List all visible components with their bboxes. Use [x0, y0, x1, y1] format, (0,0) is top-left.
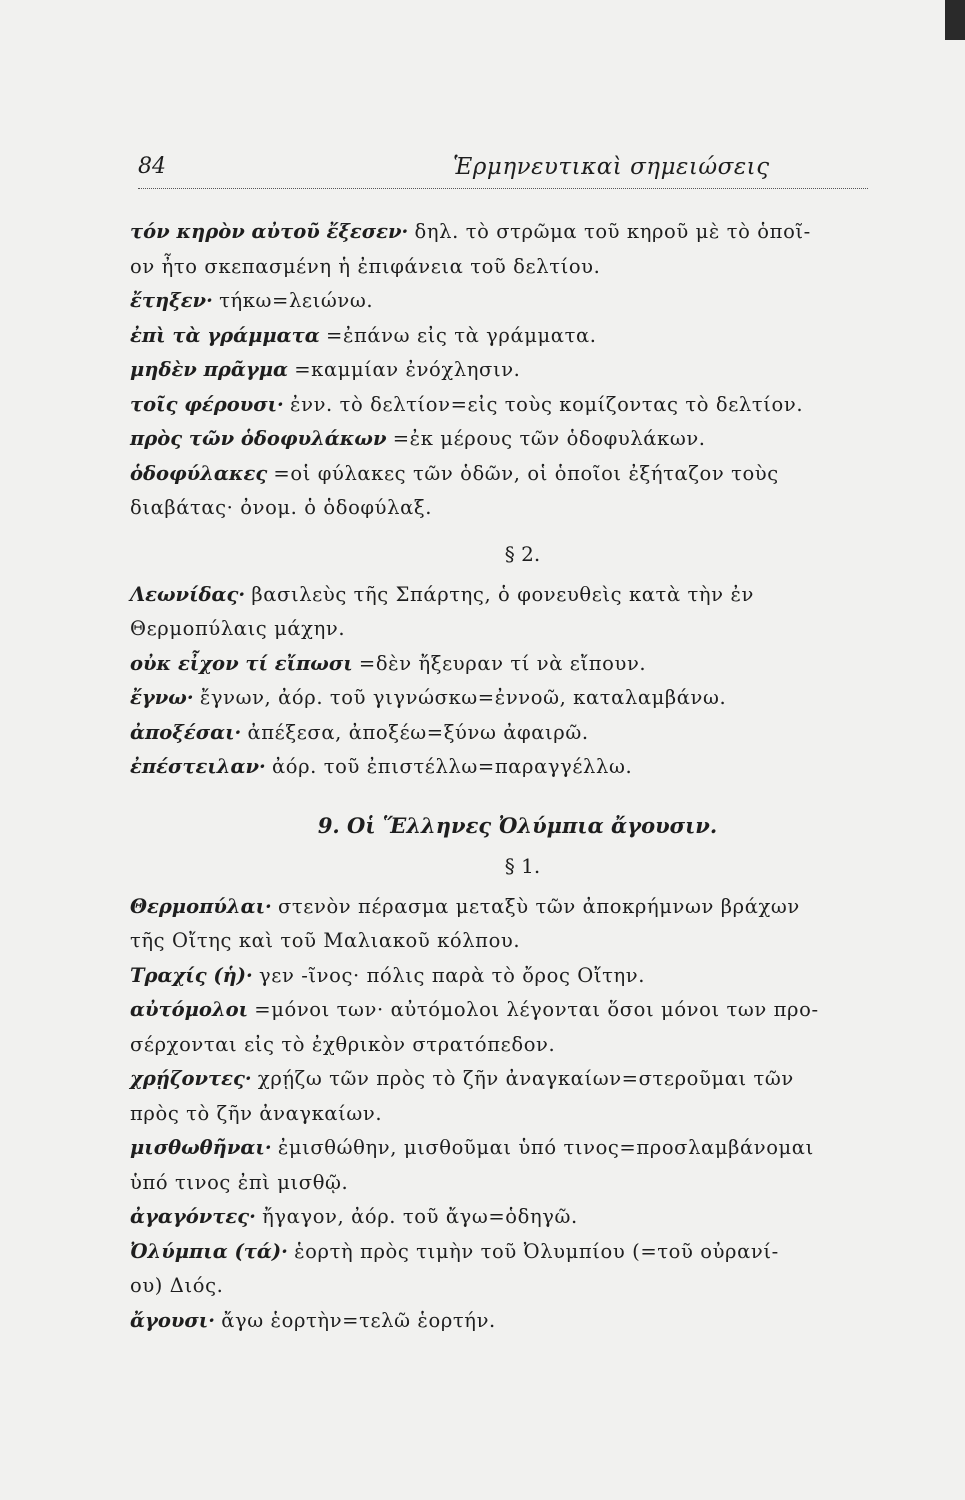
note-entry — [130, 215, 875, 284]
note-line — [130, 1269, 875, 1304]
notes-section-c — [130, 890, 875, 1339]
note-gloss: =ἐκ μέρους τῶν ὁδοφυλάκων. — [392, 427, 706, 450]
note-line — [130, 1304, 875, 1339]
section-2-mark: § 2. — [504, 541, 541, 566]
note-entry — [130, 319, 875, 354]
note-line — [130, 422, 875, 457]
note-line — [130, 750, 875, 785]
note-entry — [130, 890, 875, 959]
note-lemma: ἀποξέσαι· — [130, 720, 242, 744]
note-lemma: χρῄζοντες· — [130, 1067, 252, 1090]
note-gloss: ἀπέξεσα, ἀποξέω=ξύνω ἀφαιρῶ. — [247, 720, 589, 744]
section-1-mark: § 1. — [504, 853, 541, 878]
note-line — [130, 1097, 875, 1132]
note-gloss: πρὸς τὸ ζῆν ἀναγκαίων. — [130, 1101, 383, 1125]
note-lemma: ἀγαγόντες· — [130, 1205, 256, 1228]
note-gloss: χρῄζω τῶν πρὸς τὸ ζῆν ἀναγκαίων=στεροῦμαι τῶν — [257, 1067, 794, 1090]
note-gloss: ἄγω ἑορτὴν=τελῶ ἑορτήν. — [221, 1308, 496, 1332]
page-body — [130, 215, 875, 1338]
note-line — [130, 1166, 875, 1201]
note-line — [130, 924, 875, 959]
scan-edge-mark — [945, 0, 965, 40]
note-line — [130, 647, 875, 682]
note-line — [130, 319, 875, 354]
note-gloss: ου) Διός. — [130, 1274, 224, 1297]
note-line — [130, 215, 875, 250]
note-lemma: πρὸς τῶν ὁδοφυλάκων — [130, 427, 387, 450]
note-gloss: =οἱ φύλακες τῶν ὁδῶν, οἱ ὁποῖοι ἐξήταζον τοὺς — [273, 461, 779, 485]
note-entry — [130, 1304, 875, 1339]
note-gloss: τῆς Οἴτης καὶ τοῦ Μαλιακοῦ κόλπου. — [130, 929, 521, 952]
note-gloss: σέρχονται εἰς τὸ ἐχθρικὸν στρατόπεδον. — [130, 1032, 556, 1056]
note-entry — [130, 647, 875, 682]
note-line — [130, 1200, 875, 1235]
note-lemma: ἔγνω· — [130, 686, 194, 709]
page-number: 84 — [138, 154, 166, 179]
note-gloss: διαβάτας· ὀνομ. ὁ ὁδοφύλαξ. — [130, 496, 433, 519]
note-gloss: ὑπό τινος ἐπὶ μισθῷ. — [130, 1170, 349, 1194]
note-entry — [130, 388, 875, 423]
note-line — [130, 959, 875, 994]
note-lemma: ἐπὶ τὰ γράμματα — [130, 323, 320, 347]
note-lemma: Ὀλύμπια (τά)· — [130, 1239, 288, 1263]
note-lemma: οὐκ εἶχον τί εἴπωσι — [130, 651, 353, 675]
note-entry — [130, 1131, 875, 1200]
note-lemma: ἐπέστειλαν· — [130, 755, 266, 778]
note-line — [130, 612, 875, 647]
note-line — [130, 353, 875, 388]
note-lemma: Τραχίς (ἡ)· — [130, 963, 253, 987]
note-line — [130, 681, 875, 716]
note-line — [130, 1131, 875, 1166]
note-gloss: ἑορτὴ πρὸς τιμὴν τοῦ Ὀλυμπίου (=τοῦ οὐρανί- — [294, 1239, 779, 1263]
note-entry — [130, 750, 875, 785]
note-lemma: μηδὲν πρᾶγμα — [130, 358, 289, 381]
note-line — [130, 388, 875, 423]
note-entry — [130, 578, 875, 647]
page-header — [138, 148, 868, 189]
note-line — [130, 716, 875, 751]
note-lemma: ἔτηξεν· — [130, 289, 213, 312]
note-gloss: =δὲν ἤξευραν τί νὰ εἴπουν. — [358, 651, 647, 675]
note-line — [130, 993, 875, 1028]
note-gloss: βασιλεὺς τῆς Σπάρτης, ὁ φονευθεὶς κατὰ τὴν ἐν — [251, 582, 754, 606]
note-gloss: ἐμισθώθην, μισθοῦμαι ὑπό τινος=προσλαμβάνομαι — [277, 1136, 814, 1159]
note-gloss: Θερμοπύλαις μάχην. — [130, 617, 346, 640]
note-gloss: τήκω=λειώνω. — [219, 289, 374, 312]
note-entry — [130, 959, 875, 994]
running-title: Ἑρμηνευτικαὶ σημειώσεις — [453, 154, 770, 180]
note-gloss: στενὸν πέρασμα μεταξὺ τῶν ἀποκρήμνων βράχων — [278, 894, 800, 918]
note-lemma: τόν κηρὸν αὐτοῦ ἔξεσεν· — [130, 220, 409, 243]
note-entry — [130, 353, 875, 388]
note-entry — [130, 993, 875, 1062]
note-lemma: Θερμοπύλαι· — [130, 894, 272, 918]
note-line — [130, 284, 875, 319]
note-entry — [130, 716, 875, 751]
note-lemma: αὐτόμολοι — [130, 998, 249, 1021]
note-entry — [130, 457, 875, 526]
note-line — [130, 457, 875, 492]
note-entry — [130, 284, 875, 319]
note-gloss: γεν -ῖνος· πόλις παρὰ τὸ ὄρος Οἴτην. — [259, 963, 646, 987]
note-line — [130, 578, 875, 613]
notes-section-a — [130, 215, 875, 526]
chapter-title: 9. Οἱ Ἕλληνες Ὀλύμπια ἄγουσιν. — [317, 812, 718, 838]
note-line — [130, 250, 875, 285]
note-line — [130, 1028, 875, 1063]
note-gloss: =καμμίαν ἐνόχλησιν. — [294, 358, 521, 381]
note-line — [130, 491, 875, 526]
note-gloss: ἐνν. τὸ δελτίον=εἰς τοὺς κομίζοντας τὸ δελτίον. — [290, 392, 804, 416]
note-gloss: ἔγνων, ἀόρ. τοῦ γιγνώσκω=ἐννοῶ, καταλαμβάνω. — [199, 686, 727, 709]
note-lemma: ἄγουσι· — [130, 1308, 216, 1332]
notes-section-b — [130, 578, 875, 785]
note-gloss: =ἐπάνω εἰς τὰ γράμματα. — [326, 323, 597, 347]
note-entry — [130, 1062, 875, 1131]
note-line — [130, 890, 875, 925]
note-lemma: μισθωθῆναι· — [130, 1136, 272, 1159]
note-entry — [130, 1200, 875, 1235]
note-line — [130, 1062, 875, 1097]
note-gloss: ἤγαγον, ἀόρ. τοῦ ἄγω=ὁδηγῶ. — [262, 1205, 578, 1228]
note-gloss: ἀόρ. τοῦ ἐπιστέλλω=παραγγέλλω. — [271, 755, 633, 778]
note-lemma: ὁδοφύλακες — [130, 461, 268, 485]
note-entry — [130, 1235, 875, 1304]
note-line — [130, 1235, 875, 1270]
note-entry — [130, 422, 875, 457]
note-lemma: Λεωνίδας· — [130, 582, 246, 606]
note-gloss: δηλ. τὸ στρῶμα τοῦ κηροῦ μὲ τὸ ὁποῖ- — [414, 220, 811, 243]
note-entry — [130, 681, 875, 716]
note-lemma: τοῖς φέρουσι· — [130, 392, 284, 416]
note-gloss: ον ἦτο σκεπασμένη ἡ ἐπιφάνεια τοῦ δελτίου. — [130, 254, 601, 278]
note-gloss: =μόνοι των· αὐτόμολοι λέγονται ὅσοι μόνοι των προ- — [254, 998, 819, 1021]
